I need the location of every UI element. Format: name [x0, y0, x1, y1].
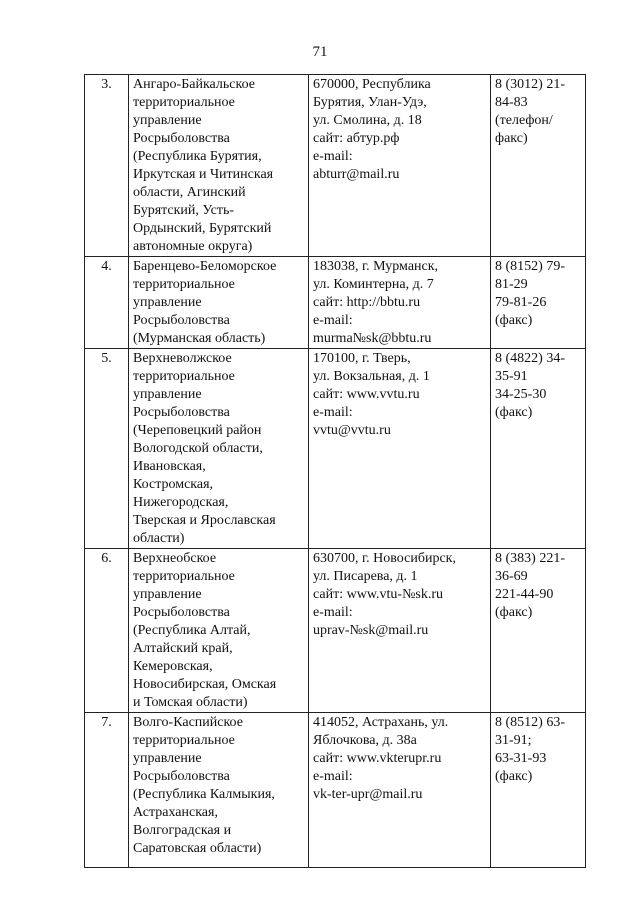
office-phone: 8 (383) 221-36-69 221-44-90 (факс) — [491, 549, 586, 713]
office-name: Ангаро-Байкальское территориальное управление Росрыболовства (Республика Бурятия, Иркутская и Читинская области, Агинский Бурятский, Усть- Ордынский, Бурятский автономные округа) — [129, 75, 309, 257]
table-row — [85, 349, 586, 549]
office-name: Баренцево-Беломорское территориальное управление Росрыболовства (Мурманская область) — [129, 257, 309, 349]
office-address: 630700, г. Новосибирск, ул. Писарева, д. 1 сайт: www.vtu-№sk.ru e-mail: uprav-№sk@mail.ru — [309, 549, 491, 713]
office-phone: 8 (8512) 63-31-91; 63-31-93 (факс) — [491, 713, 586, 868]
table-row — [85, 713, 586, 868]
office-address: 670000, Республика Бурятия, Улан-Удэ, ул. Смолина, д. 18 сайт: абтур.рф e-mail: abturr@mail.ru — [309, 75, 491, 257]
territorial-offices-table — [84, 74, 586, 868]
table-row — [85, 549, 586, 713]
office-phone: 8 (4822) 34-35-91 34-25-30 (факс) — [491, 349, 586, 549]
row-number: 4. — [85, 257, 129, 349]
office-name: Верхневолжское территориальное управление Росрыболовства (Череповецкий район Вологодской области, Ивановская, Костромская, Нижегородская, Тверская и Ярославская области) — [129, 349, 309, 549]
page-number: 71 — [312, 44, 328, 60]
row-number: 7. — [85, 713, 129, 868]
row-number: 5. — [85, 349, 129, 549]
row-number: 3. — [85, 75, 129, 257]
office-address: 183038, г. Мурманск, ул. Коминтерна, д. 7 сайт: http://bbtu.ru e-mail: murma№sk@bbtu.ru — [309, 257, 491, 349]
office-phone: 8 (3012) 21-84-83 (телефон/факс) — [491, 75, 586, 257]
office-name: Верхнеобское территориальное управление Росрыболовства (Республика Алтай, Алтайский край, Кемеровская, Новосибирская, Омская и Томская области) — [129, 549, 309, 713]
table-row — [85, 75, 586, 257]
table-row — [85, 257, 586, 349]
office-address: 170100, г. Тверь, ул. Вокзальная, д. 1 сайт: www.vvtu.ru e-mail: vvtu@vvtu.ru — [309, 349, 491, 549]
office-phone: 8 (8152) 79-81-29 79-81-26 (факс) — [491, 257, 586, 349]
office-address: 414052, Астрахань, ул. Яблочкова, д. 38а сайт: www.vkterupr.ru e-mail: vk-ter-upr@mail.ru — [309, 713, 491, 868]
row-number: 6. — [85, 549, 129, 713]
office-name: Волго-Каспийское территориальное управление Росрыболовства (Республика Калмыкия, Астраханская, Волгоградская и Саратовская области) — [129, 713, 309, 868]
